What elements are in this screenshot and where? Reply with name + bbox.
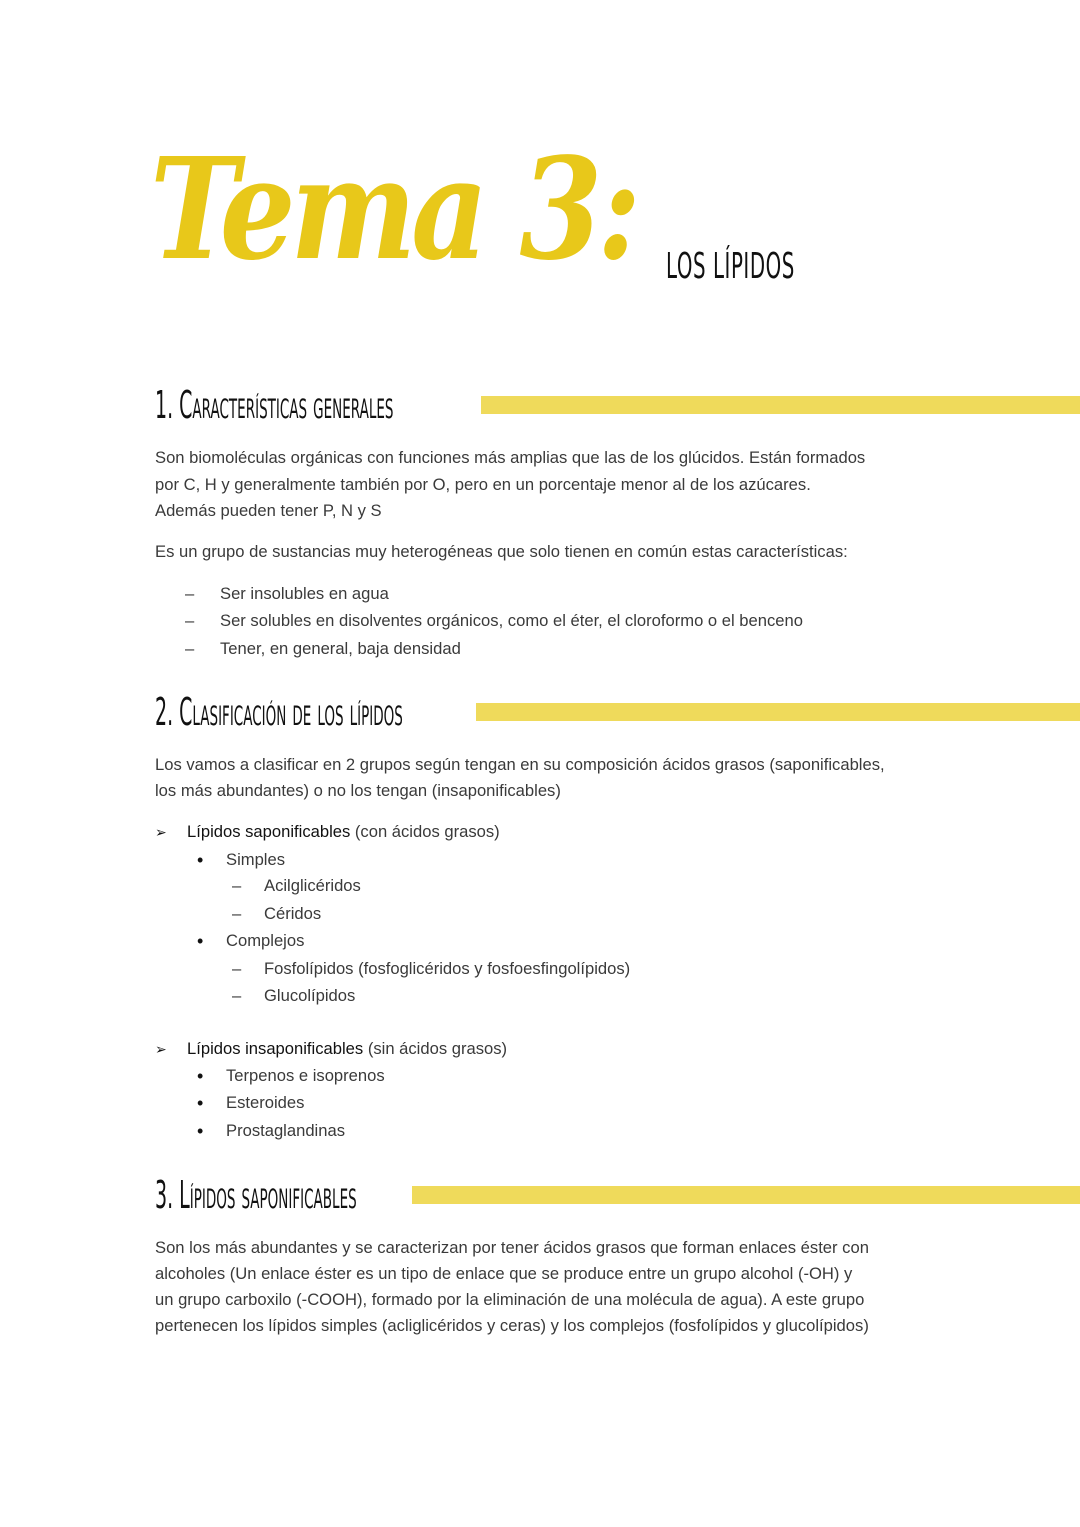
page-title: Tema 3: xyxy=(150,128,637,292)
paragraph-line: los más abundantes) o no los tengan (insaponificables) xyxy=(155,781,561,800)
paragraph-line: Son biomoléculas orgánicas con funciones más amplias que las de los glúcidos. Están formados xyxy=(155,448,866,467)
paragraph-line: Los vamos a clasificar en 2 grupos según tengan en su composición ácidos grasos (saponificables, xyxy=(155,755,885,774)
group-title: Lípidos insaponificables (sin ácidos grasos) xyxy=(187,1039,508,1058)
paragraph-line: por C, H y generalmente también por O, pero en un porcentaje menor al de los azúcares. xyxy=(155,475,811,494)
section-heading-3: 3. Lípidos saponificables xyxy=(155,1173,357,1217)
list-subitem: Fosfolípidos (fosfoglicéridos y fosfoesfingolípidos) xyxy=(264,959,631,978)
dash-bullet: – xyxy=(185,639,195,658)
bullet-icon: • xyxy=(197,1121,204,1141)
paragraph-line: pertenecen los lípidos simples (acliglicéridos y ceras) y los complejos (fosfolípidos y glucolípidos) xyxy=(155,1316,869,1335)
paragraph-line: un grupo carboxilo (-COOH), formado por la eliminación de una molécula de agua). A este grupo xyxy=(155,1290,865,1309)
bullet-icon: • xyxy=(197,1066,204,1086)
dash-bullet: – xyxy=(185,584,195,603)
list-item: Simples xyxy=(226,850,286,869)
group-title: Lípidos saponificables (con ácidos grasos) xyxy=(187,822,500,841)
arrow-bullet-icon: ➢ xyxy=(155,824,167,840)
paragraph-line: alcoholes (Un enlace éster es un tipo de enlace que se produce entre un grupo alcohol (-OH) y xyxy=(155,1264,853,1283)
list-item: Prostaglandinas xyxy=(226,1121,346,1140)
list-item: Complejos xyxy=(226,931,305,950)
dash-bullet: – xyxy=(232,986,242,1005)
list-item: Terpenos e isoprenos xyxy=(226,1066,385,1085)
dash-bullet: – xyxy=(232,904,242,923)
dash-bullet: – xyxy=(232,959,242,978)
arrow-bullet-icon: ➢ xyxy=(155,1041,167,1057)
heading-bar-3 xyxy=(412,1186,1080,1204)
heading-bar-2 xyxy=(476,703,1080,721)
dash-bullet: – xyxy=(185,611,195,630)
bullet-icon: • xyxy=(197,1093,204,1113)
bullet-icon: • xyxy=(197,850,204,870)
list-subitem: Céridos xyxy=(264,904,322,923)
list-item: Ser solubles en disolventes orgánicos, como el éter, el cloroformo o el benceno xyxy=(220,611,803,630)
heading-bar-1 xyxy=(481,396,1080,414)
paragraph-line: Son los más abundantes y se caracterizan por tener ácidos grasos que forman enlaces éster con xyxy=(155,1238,869,1257)
paragraph-line: Además pueden tener P, N y S xyxy=(155,501,382,520)
section-heading-1: 1. Características generales xyxy=(155,383,394,427)
list-item: Tener, en general, baja densidad xyxy=(220,639,461,658)
list-item: Ser insolubles en agua xyxy=(220,584,389,603)
section-heading-2: 2. Clasificación de los lípidos xyxy=(155,690,403,734)
bullet-icon: • xyxy=(197,931,204,951)
dash-bullet: – xyxy=(232,876,242,895)
paragraph-line: Es un grupo de sustancias muy heterogéneas que solo tienen en común estas características: xyxy=(155,542,848,561)
page-subtitle: LOS LÍPIDOS xyxy=(666,246,795,287)
list-item: Esteroides xyxy=(226,1093,305,1112)
list-subitem: Acilglicéridos xyxy=(264,876,361,895)
list-subitem: Glucolípidos xyxy=(264,986,356,1005)
